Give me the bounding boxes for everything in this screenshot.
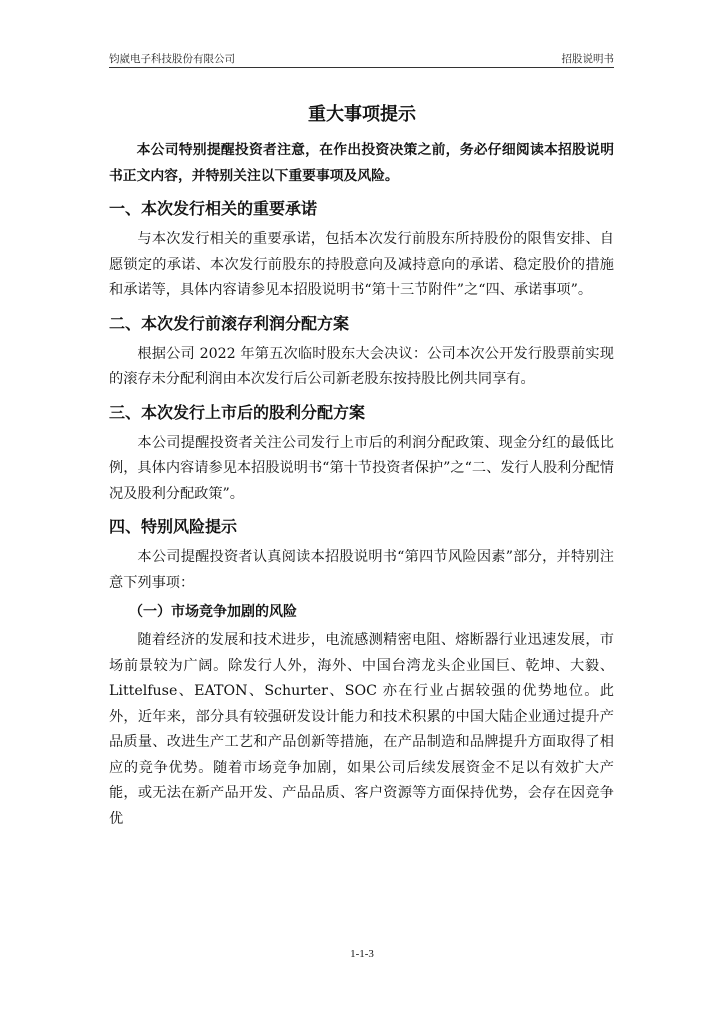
subsection-heading: （一）市场竞争加剧的风险 [129,604,297,620]
section-text-2: 根据公司 2022 年第五次临时股东大会决议：公司本次公开发行股票前实现的滚存未分配利润由本次发行后公司新老股东按持股比例共同享有。 [109,345,614,387]
section-text-1: 与本次发行相关的重要承诺，包括本次发行前股东所持股份的限售安排、自愿锁定的承诺、本次发行前股东的持股意向及减持意向的承诺、稳定股价的措施和承诺等，具体内容请参见本招股说明书“第十三节附件”之“四、承诺事项”。 [109,231,614,298]
document-body [109,138,614,832]
page-number: 1-1-3 [350,948,374,960]
header-doc-title: 招股说明书 [561,53,614,65]
section-text-3: 本公司提醒投资者关注公司发行上市后的利润分配政策、现金分红的最低比例，具体内容请参见本招股说明书“第十节投资者保护”之“二、发行人股利分配情况及股利分配政策”。 [109,434,614,502]
header-rule [109,67,614,68]
page-title: 重大事项提示 [308,104,416,125]
section-heading-3: 三、本次发行上市后的股利分配方案 [109,402,366,422]
section-heading-4: 四、特别风险提示 [109,517,238,536]
section-heading-2: 二、本次发行前滚存利润分配方案 [109,313,350,333]
subsection-text: 随着经济的发展和技术进步，电流感测精密电阻、熔断器行业迅速发展，市场前景较为广阔。除发行人外，海外、中国台湾龙头企业国巨、乾坤、大毅、Littelfuse、EATON、Schurter、SOC 亦在行业占据较强的优势地位。此外，近年来，部分具有较强研发设计能力和技术积累的中国大陆企业通过提升产品质量、改进生产工艺和产品创新等措施，在产品制造和品牌提升方面取得了相应的竞争优势。随着市场竞争加剧，如果公司后续发展资金不足以有效扩大产能，或无法在新产品开发、产品品质、客户资源等方面保持优势，会存在因竞争优 [109,632,614,827]
intro-paragraph: 本公司特别提醒投资者注意，在作出投资决策之前，务必仔细阅读本招股说明书正文内容，并特别关注以下重要事项及风险。 [109,142,614,184]
header-company: 钧崴电子科技股份有限公司 [109,53,235,65]
section-text-4: 本公司提醒投资者认真阅读本招股说明书“第四节风险因素”部分，并特别注意下列事项： [109,549,614,591]
page-header [109,51,614,67]
section-heading-1: 一、本次发行相关的重要承诺 [109,199,318,218]
